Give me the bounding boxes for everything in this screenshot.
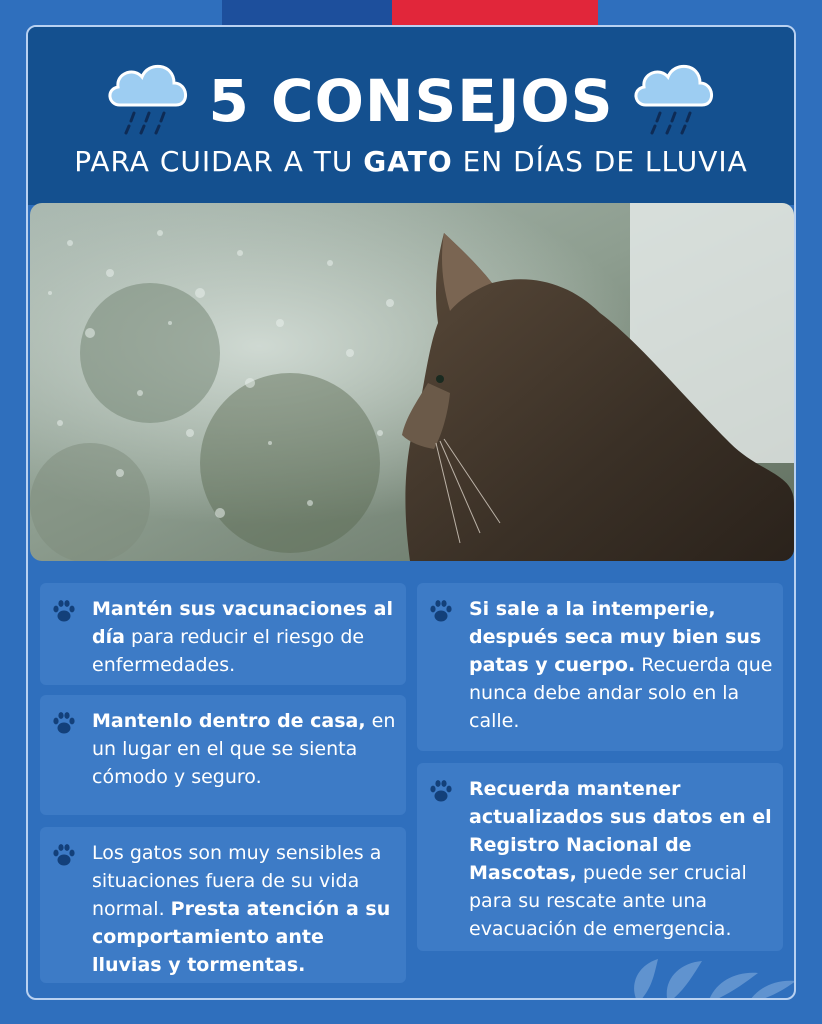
tip-bold-text: Mantenlo dentro de casa,: [92, 710, 366, 732]
tip-card: [417, 583, 783, 751]
paw-icon: [427, 597, 455, 625]
tip-card: [40, 583, 406, 685]
tip-text: en un lugar en el que se sienta cómodo y seguro.: [92, 710, 396, 788]
tip-text: para reducir el riesgo de enfermedades.: [92, 626, 365, 676]
tip-card: [40, 827, 406, 983]
subtitle-highlight: GATO: [363, 145, 453, 178]
page-subtitle: [28, 145, 794, 179]
page-title: 5 CONSEJOS: [208, 67, 614, 135]
subtitle-end: EN DÍAS DE LLUVIA: [452, 145, 748, 178]
tip-bold-text: Mantén sus vacunaciones al día: [92, 598, 393, 648]
paw-icon: [50, 709, 78, 737]
infographic-card: [26, 25, 796, 1000]
header: [28, 27, 794, 205]
tip-bold-text: Si sale a la intemperie, después seca muy bien sus patas y cuerpo.: [469, 598, 762, 676]
paw-icon: [50, 597, 78, 625]
tip-card: [40, 695, 406, 815]
tip-text: Recuerda que nunca debe andar solo en la calle.: [469, 654, 773, 732]
subtitle-start: PARA CUIDAR A TU: [74, 145, 364, 178]
paw-icon: [427, 777, 455, 805]
leaf-decoration-icon: [618, 945, 796, 1000]
tip-bold-text: Recuerda mantener actualizados sus datos en el Registro Nacional de Mascotas,: [469, 778, 772, 884]
cat-by-rainy-window-photo: [30, 203, 794, 561]
tip-text: puede ser crucial para su rescate ante una evacuación de emergencia.: [469, 862, 747, 940]
tip-text: Los gatos son muy sensibles a situaciones fuera de su vida normal.: [92, 842, 382, 920]
tip-card: [417, 763, 783, 951]
paw-icon: [50, 841, 78, 869]
flag-stripe-red: [392, 0, 598, 25]
flag-stripe-blue: [222, 0, 392, 25]
tip-bold-text: Presta atención a su comportamiento ante lluvias y tormentas.: [92, 898, 391, 976]
